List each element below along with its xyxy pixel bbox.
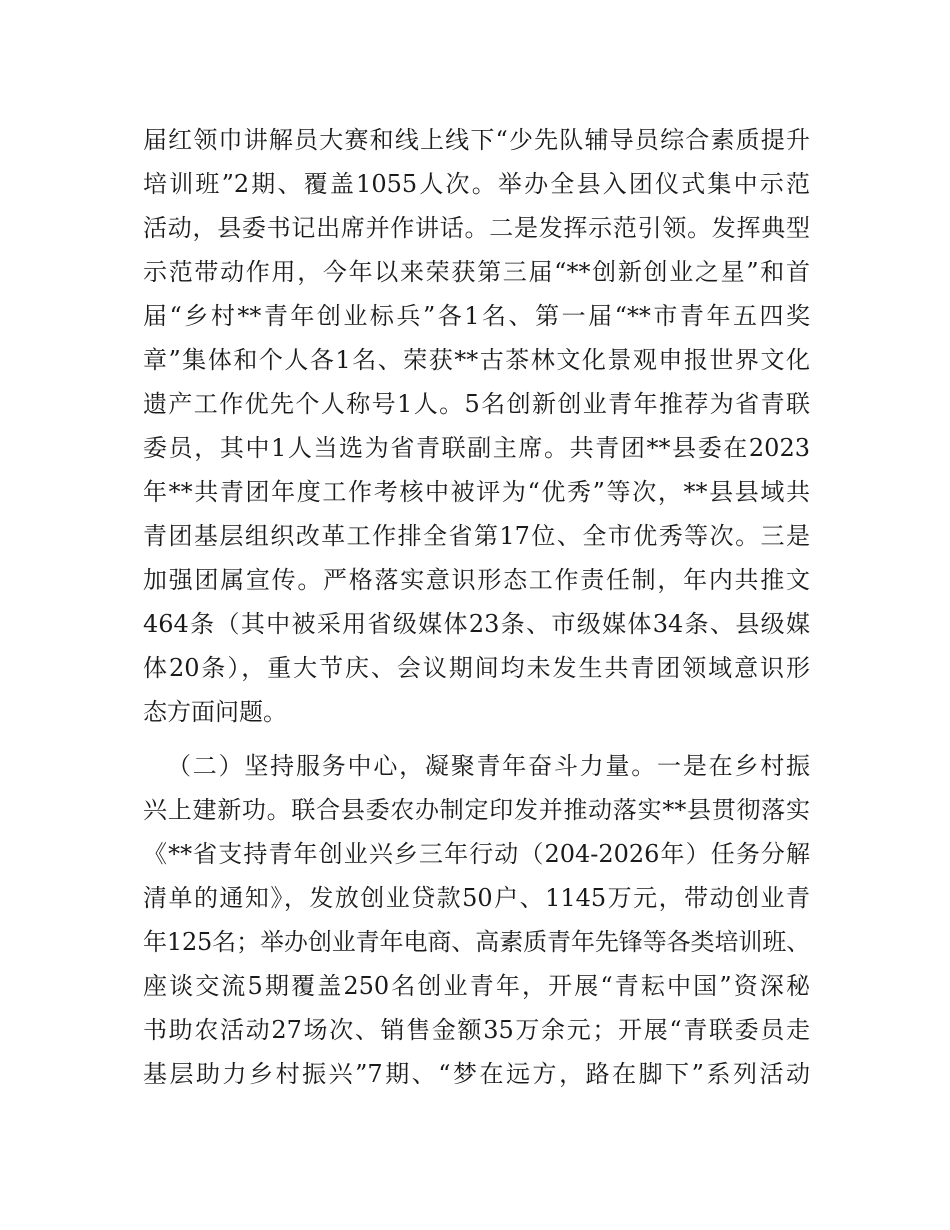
paragraph-1-line: 委员，其中1人当选为省青联副主席。共青团**县委在2023: [143, 434, 810, 462]
paragraph-2-line: （二）坚持服务中心，凝聚青年奋斗力量。一是在乡村振: [167, 752, 810, 780]
paragraph-1-line: 章”集体和个人各1名、荣获**古茶林文化景观申报世界文化: [143, 346, 810, 374]
paragraph-1-line: 遗产工作优先个人称号1人。5名创新创业青年推荐为省青联: [143, 390, 810, 418]
paragraph-2-line: 《**省支持青年创业兴乡三年行动（204-2026年）任务分解: [143, 840, 810, 868]
paragraph-1-line: 加强团属宣传。严格落实意识形态工作责任制，年内共推文: [143, 566, 810, 594]
paragraph-1-line: 届红领巾讲解员大赛和线上线下“少先队辅导员综合素质提升: [143, 126, 810, 154]
paragraph-1-line: 464条（其中被采用省级媒体23条、市级媒体34条、县级媒: [143, 610, 810, 638]
paragraph-2-line: 年125名；举办创业青年电商、高素质青年先锋等各类培训班、: [143, 928, 810, 956]
paragraph-2-line: 书助农活动27场次、销售金额35万余元；开展“青联委员走: [143, 1016, 810, 1044]
paragraph-1-line: 培训班”2期、覆盖1055人次。举办全县入团仪式集中示范: [143, 170, 810, 198]
paragraph-1-line: 青团基层组织改革工作排全省第17位、全市优秀等次。三是: [143, 522, 810, 550]
paragraph-1-line: 体20条），重大节庆、会议期间均未发生共青团领域意识形: [143, 654, 810, 682]
paragraph-2-line: 清单的通知》，发放创业贷款50户、1145万元，带动创业青: [143, 884, 810, 912]
paragraph-1-line: 活动，县委书记出席并作讲话。二是发挥示范引领。发挥典型: [143, 214, 810, 242]
paragraph-2-line: 兴上建新功。联合县委农办制定印发并推动落实**县贯彻落实: [143, 796, 810, 824]
paragraph-1-line: 示范带动作用，今年以来荣获第三届“**创新创业之星”和首: [143, 258, 810, 286]
paragraph-1-line: 年**共青团年度工作考核中被评为“优秀”等次，**县县域共: [143, 478, 810, 506]
paragraph-2-line: 座谈交流5期覆盖250名创业青年，开展“青耘中国”资深秘: [143, 972, 810, 1000]
paragraph-1-line: 态方面问题。: [143, 698, 287, 726]
paragraph-1-line: 届“乡村**青年创业标兵”各1名、第一届“**市青年五四奖: [143, 302, 810, 330]
paragraph-2-line: 基层助力乡村振兴”7期、“梦在远方，路在脚下”系列活动: [143, 1060, 810, 1088]
